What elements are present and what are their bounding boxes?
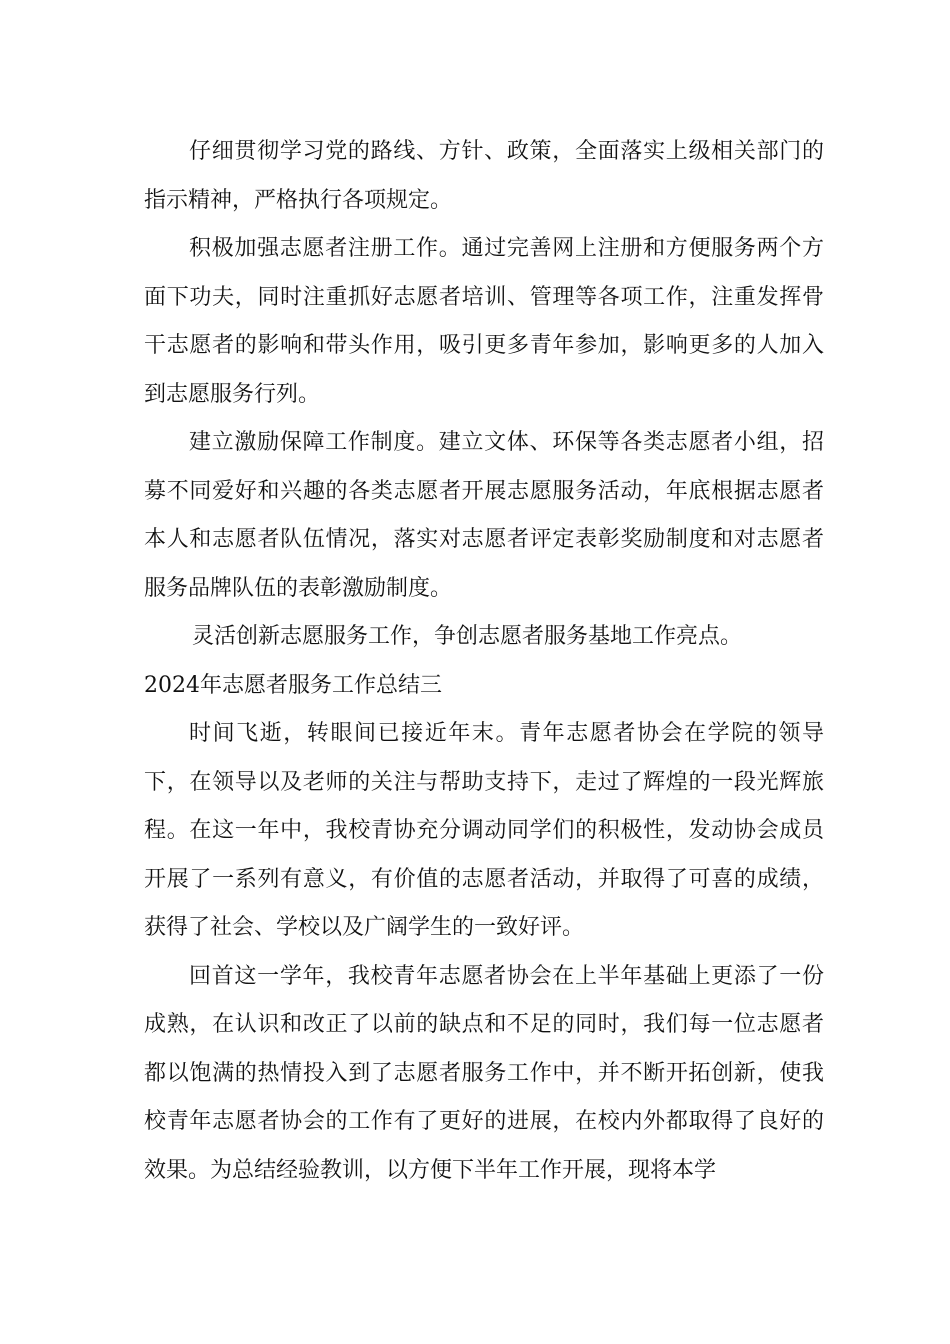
paragraph-retrospective: 回首这一学年，我校青年志愿者协会在上半年基础上更添了一份成熟，在认识和改正了以前的缺点和不足的同时，我们每一位志愿者都以饱满的热情投入到了志愿者服务工作中，并不断开拓创新，使我校青年志愿者协会的工作有了更好的进展，在校内外都取得了良好的效果。为总结经验教训，以方便下半年工作开展，现将本学 [144, 963, 824, 1183]
paragraph-volunteer-registration: 积极加强志愿者注册工作。通过完善网上注册和方便服务两个方面下功夫，同时注重抓好志愿者培训、管理等各项工作，注重发挥骨干志愿者的影响和带头作用，吸引更多青年参加，影响更多的人加入到志愿服务行列。 [144, 236, 824, 407]
paragraph-incentive-system: 建立激励保障工作制度。建立文体、环保等各类志愿者小组，招募不同爱好和兴趣的各类志愿者开展志愿服务活动，年底根据志愿者本人和志愿者队伍情况，落实对志愿者评定表彰奖励制度和对志愿者服务品牌队伍的表彰激励制度。 [144, 430, 824, 601]
paragraph-innovation: 灵活创新志愿服务工作，争创志愿者服务基地工作亮点。 [192, 624, 743, 649]
paragraph-study-policy: 仔细贯彻学习党的路线、方针、政策，全面落实上级相关部门的指示精神，严格执行各项规定。 [144, 139, 824, 213]
paragraph-year-review: 时间飞逝，转眼间已接近年末。青年志愿者协会在学院的领导下，在领导以及老师的关注与帮助支持下，走过了辉煌的一段光辉旅程。在这一年中，我校青协充分调动同学们的积极性，发动协会成员开展了一系列有意义，有价值的志愿者活动，并取得了可喜的成绩，获得了社会、学校以及广阔学生的一致好评。 [144, 721, 824, 940]
section-heading: 2024年志愿者服务工作总结三 [144, 672, 442, 698]
document-body [144, 128, 824, 1195]
